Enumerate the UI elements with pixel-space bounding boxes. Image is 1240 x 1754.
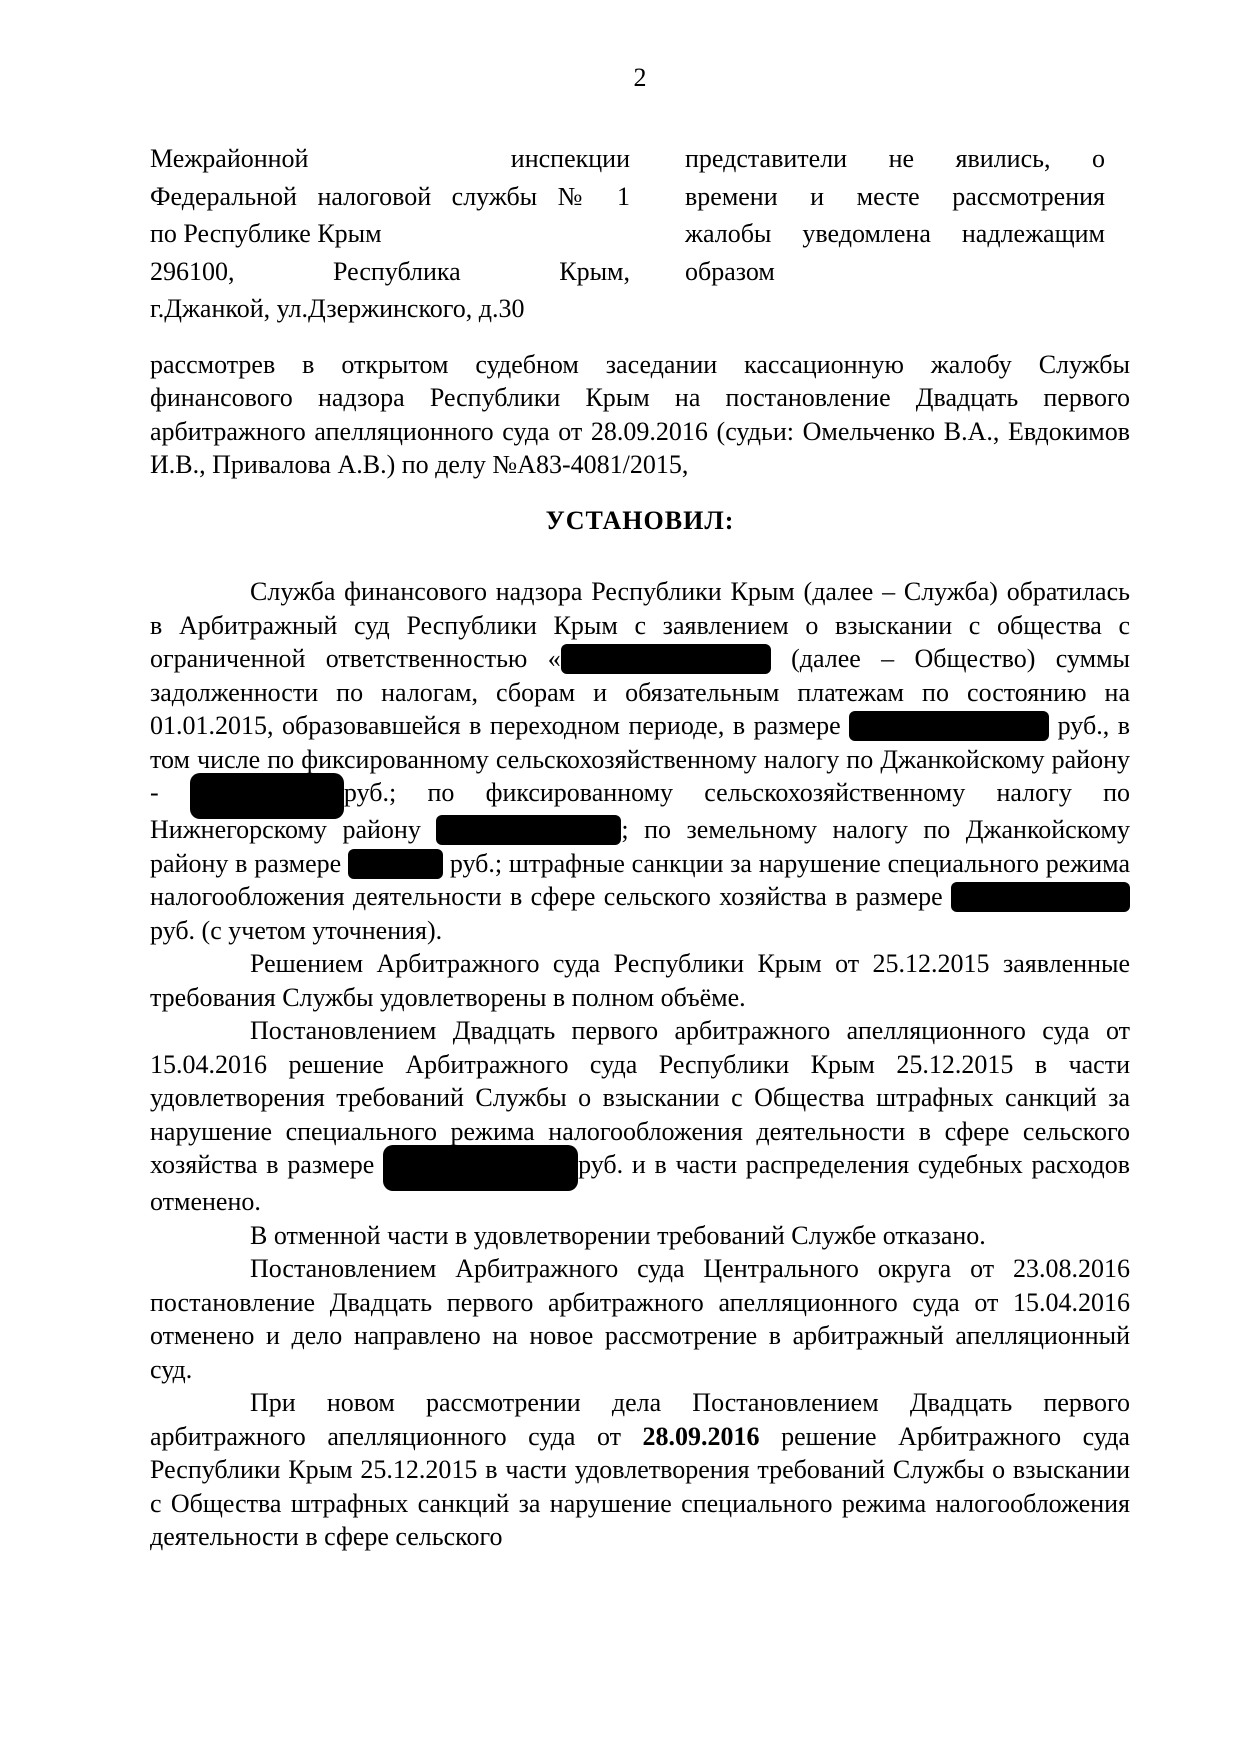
text-segment: руб., в том числе по фиксированному сельскохозяйственному налогу по Джанкойскому району -	[150, 711, 1130, 807]
paragraph	[150, 1386, 1130, 1554]
text-segment: В отменной части в удовлетворении требований Службе отказано.	[250, 1220, 986, 1250]
text-segment: Служба финансового надзора Республики Крым (далее – Служба) обратилась в Арбитражный суд Республики Крым с заявлением о взыскании с общества с ограниченной ответственностью «	[150, 577, 1130, 673]
header-left-column	[150, 140, 630, 328]
header-right-line: образом	[685, 256, 775, 286]
page-number: 2	[633, 63, 647, 92]
header-left-line: г.Джанкой, ул.Дзержинского, д.30	[150, 294, 525, 323]
redaction-box	[436, 815, 621, 845]
text-segment: (далее – Общество) суммы задолженности по налогам, сборам и обязательным платежам по состоянию на 01.01.2015, образовавшейся в переходном периоде, в размере	[150, 644, 1130, 740]
header-left-line: 296100, Республика Крым,	[150, 256, 630, 286]
header-left-line: Федеральной налоговой службы № 1	[150, 181, 630, 211]
text-segment: При новом рассмотрении дела Постановлением Двадцать первого арбитражного апелляционного суда от	[150, 1388, 1130, 1451]
header-left-line: Межрайонной инспекции	[150, 144, 630, 173]
preamble-paragraph: рассмотрев в открытом судебном заседании кассационную жалобу Службы финансового надзора Республики Крым на постановление Двадцать первого арбитражного апелляционного суда от 28.09.2016 (судьи: Омельченко В.А., Евдокимов И.В., Привалова А.В.) по делу №А83-4081/2015,	[150, 349, 1130, 479]
header-right-column	[685, 140, 1105, 328]
redaction-box	[383, 1145, 578, 1191]
paragraph	[150, 1014, 1130, 1219]
redaction-box	[561, 644, 771, 674]
paragraph	[150, 575, 1130, 947]
redaction-box	[849, 711, 1049, 741]
resolution-heading: УСТАНОВИЛ:	[545, 505, 735, 535]
redaction-box	[190, 773, 344, 819]
redaction-box	[348, 849, 443, 879]
text-segment: руб. и в части распределения судебных расходов отменено.	[150, 1150, 1130, 1216]
header-right-line: представители не явились, о	[685, 144, 1105, 173]
text-segment: руб.; по фиксированному сельскохозяйственному налогу по Нижнегорскому району	[150, 778, 1130, 844]
header-right-line: времени и месте рассмотрения	[685, 181, 1105, 211]
paragraph	[150, 1219, 1130, 1253]
header-right-line: жалобы уведомлена надлежащим	[685, 219, 1105, 248]
paragraph	[150, 1252, 1130, 1386]
document-body	[150, 575, 1130, 1554]
paragraph	[150, 947, 1130, 1014]
redaction-box	[951, 882, 1130, 912]
header-left-line: по Республике Крым	[150, 219, 382, 248]
parties-header	[150, 140, 1130, 328]
text-segment: 28.09.2016	[642, 1421, 760, 1451]
text-segment: Постановлением Арбитражного суда Центрального округа от 23.08.2016 постановление Двадцать первого арбитражного апелляционного суда от 15.04.2016 отменено и дело направлено на новое рассмотрение в арбитражный апелляционный суд.	[150, 1254, 1130, 1384]
text-segment: руб. (с учетом уточнения).	[150, 915, 443, 945]
text-segment: ; по земельному налогу по Джанкойскому району в размере	[150, 815, 1130, 878]
text-segment: Решением Арбитражного суда Республики Крым от 25.12.2015 заявленные требования Службы удовлетворены в полном объёме.	[150, 949, 1130, 1012]
text-segment: Постановлением Двадцать первого арбитражного апелляционного суда от 15.04.2016 решение Арбитражного суда Республики Крым 25.12.2015 в части удовлетворения требований Службы о взыскании с Общества штрафных санкций за нарушение специального режима налогообложения деятельности в сфере сельского хозяйства в размере	[150, 1016, 1130, 1179]
text-segment: решение Арбитражного суда Республики Крым 25.12.2015 в части удовлетворения требований Службы о взыскании с Общества штрафных санкций за нарушение специального режима налогообложения деятельности в сфере сельского	[150, 1421, 1130, 1551]
text-segment: руб.; штрафные санкции за нарушение специального режима налогообложения деятельности в сфере сельского хозяйства в размере	[150, 848, 1130, 911]
